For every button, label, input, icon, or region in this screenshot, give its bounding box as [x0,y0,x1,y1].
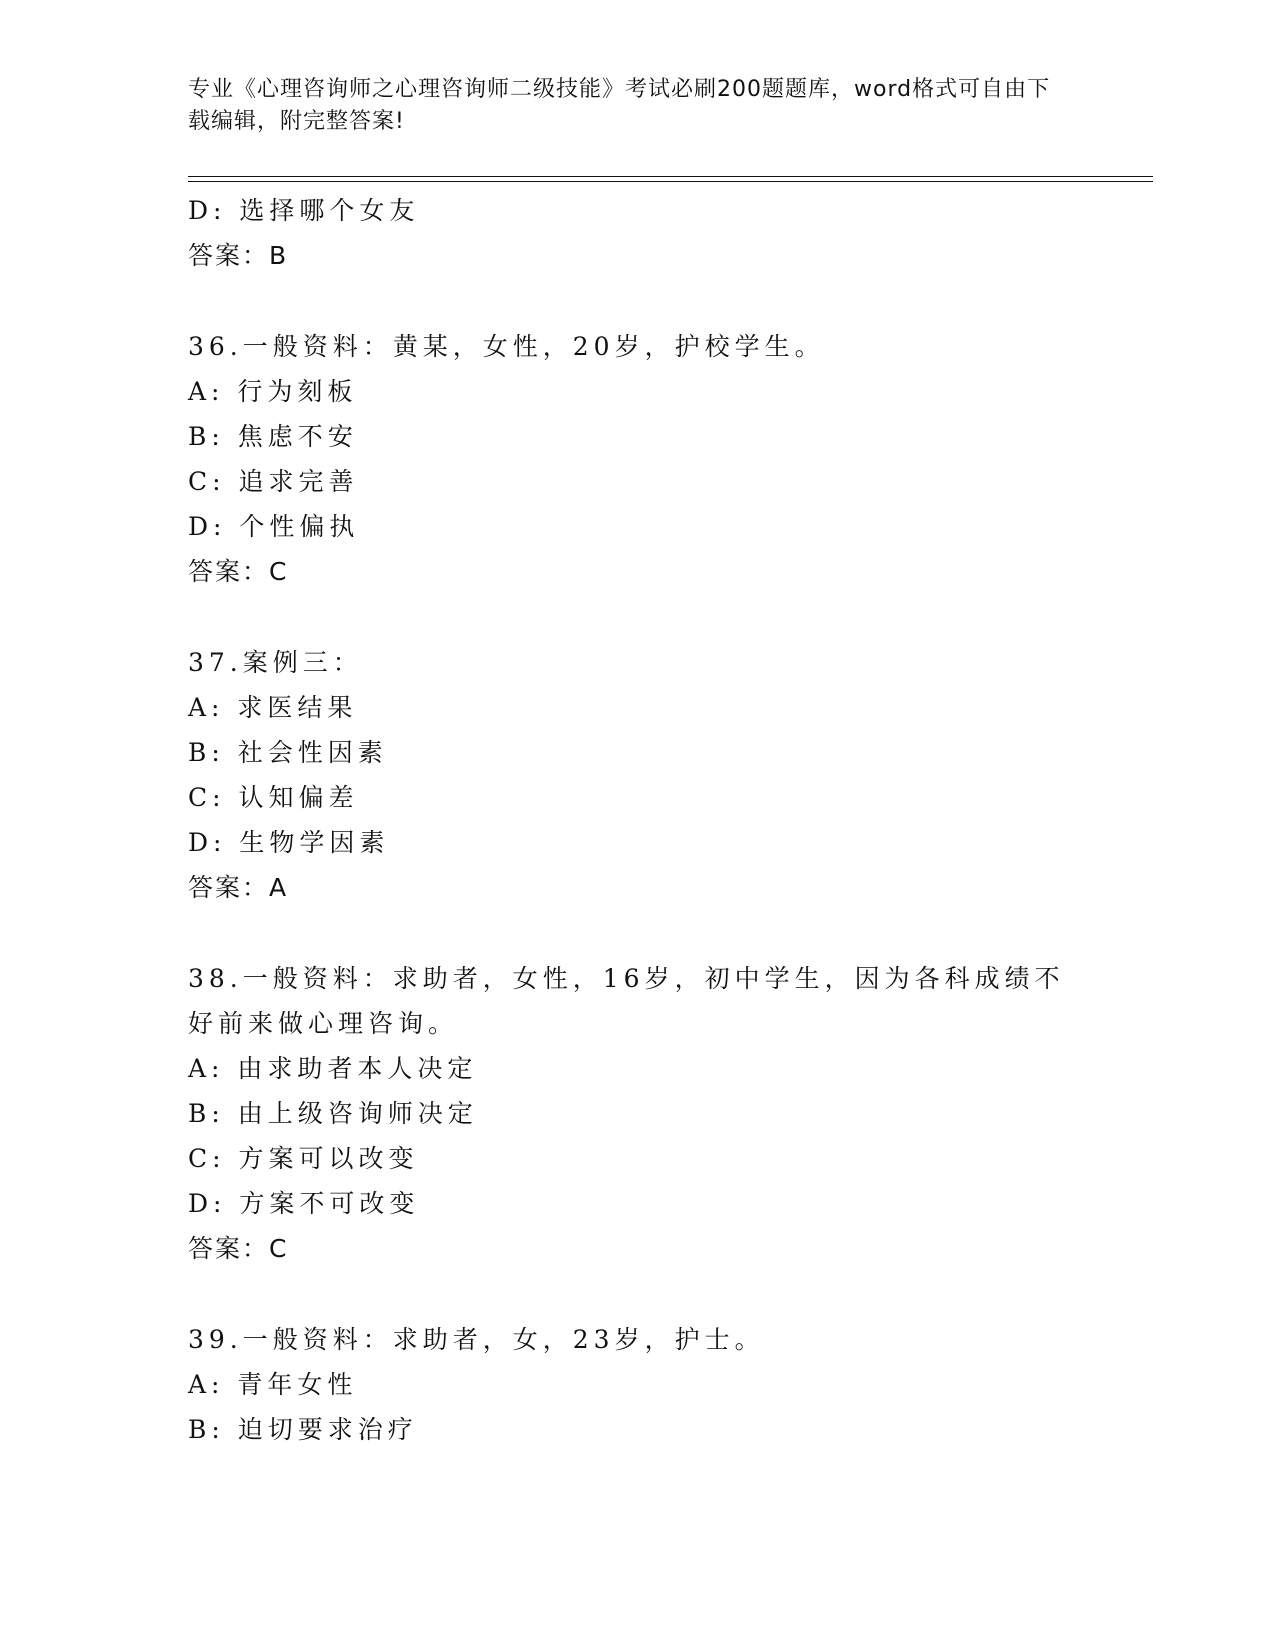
spacer [188,910,1118,956]
option-c: C: 认知偏差 [188,783,359,812]
header-text: 专业《心理咨询师之心理咨询师二级技能》考试必刷200题题库，word格式可自由下载编辑，附完整答案! [188,77,1051,134]
question-stem: 38.一般资料：求助者，女性，16岁，初中学生，因为各科成绩不好前来做心理咨询。 [188,964,1065,1038]
option-b: B: 社会性因素 [188,738,388,767]
question-block [188,324,1118,594]
spacer [188,278,1118,324]
option-d: D: 个性偏执 [188,512,360,541]
document-header [188,74,1068,138]
option-b: B: 由上级咨询师决定 [188,1099,478,1128]
option-c: C: 方案可以改变 [188,1144,419,1173]
option-c: C: 追求完善 [188,467,359,496]
option-b: B: 焦虑不安 [188,422,358,451]
option-d: D: 方案不可改变 [188,1189,420,1218]
question-list [188,188,1118,1452]
option-a: A: 行为刻板 [188,377,358,406]
question-stem: 37.案例三： [188,648,363,677]
question-block [188,640,1118,910]
spacer [188,1271,1118,1317]
question-block [188,956,1118,1271]
question-stem: 39.一般资料：求助者，女，23岁，护士。 [188,1325,765,1354]
option-d: D: 生物学因素 [188,828,390,857]
question-block [188,1317,1118,1452]
question-stem: 36.一般资料：黄某，女性，20岁，护校学生。 [188,332,825,361]
header-divider-top [188,176,1153,177]
option-b: B: 迫切要求治疗 [188,1415,418,1444]
answer-label: 答案：A [188,873,289,902]
spacer [188,594,1118,640]
option-d: D: 选择哪个女友 [188,196,420,225]
answer-label: 答案：C [188,1234,289,1263]
option-a: A: 青年女性 [188,1370,358,1399]
answer-label: 答案：C [188,557,289,586]
option-a: A: 由求助者本人决定 [188,1054,478,1083]
option-a: A: 求医结果 [188,693,358,722]
answer-label: 答案：B [188,241,289,270]
header-divider-bottom [188,181,1153,182]
